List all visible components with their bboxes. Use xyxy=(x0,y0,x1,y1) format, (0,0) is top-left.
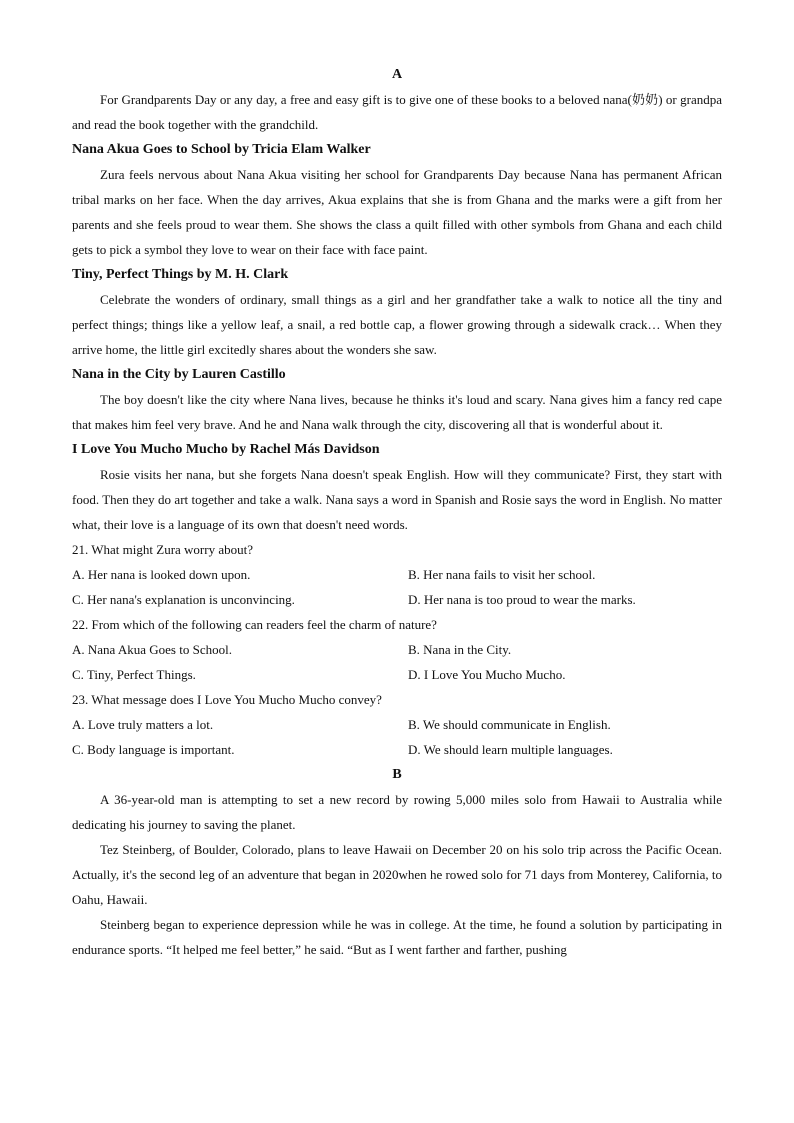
question-22-options xyxy=(72,637,722,687)
option-c: C. Body language is important. xyxy=(72,742,235,757)
section-b-heading: B xyxy=(392,767,402,782)
book-title: Nana in the City by Lauren Castillo xyxy=(72,367,286,382)
exam-page xyxy=(72,62,722,962)
option-b: B. Her nana fails to visit her school. xyxy=(408,567,596,582)
question-23-options xyxy=(72,712,722,762)
option-b: B. We should communicate in English. xyxy=(408,717,611,732)
section-a-intro: For Grandparents Day or any day, a free and easy gift is to give one of these books to a beloved nana(奶奶) or grandpa and read the book together with the grandchild. xyxy=(72,92,722,132)
book-description: Rosie visits her nana, but she forgets Nana doesn't speak English. How will they communicate? First, they start with food. Then they do art together and take a walk. Nana says a word in Spanish and Rosie says the word in English. No matter what, their love is a language of its own that doesn't need words. xyxy=(72,467,722,532)
section-a-heading: A xyxy=(391,67,403,82)
option-a: A. Her nana is looked down upon. xyxy=(72,567,251,582)
book-description: The boy doesn't like the city where Nana lives, because he thinks it's loud and scary. Nana gives him a fancy red cape that makes him feel very brave. And he and Nana walk through the city, discovering all that is wonderful about it. xyxy=(72,392,722,432)
book-description: Celebrate the wonders of ordinary, small things as a girl and her grandfather take a walk to notice all the tiny and perfect things; things like a yellow leaf, a snail, a red bottle cap, a flower growing through a sidewalk crack… When they arrive home, the little girl excitedly shares about the wonders she saw. xyxy=(72,292,722,357)
option-c: C. Tiny, Perfect Things. xyxy=(72,667,196,682)
option-b: B. Nana in the City. xyxy=(408,642,512,657)
book-title: Nana Akua Goes to School by Tricia Elam Walker xyxy=(72,142,371,157)
book-description: Zura feels nervous about Nana Akua visiting her school for Grandparents Day because Nana has permanent African tribal marks on her face. When the day arrives, Akua explains that she is from Ghana and the marks were a gift from her parents and she feels proud to wear them. She shows the class a quilt filled with other symbols from Ghana and each child gets to pick a symbol they love to wear on their face with face paint. xyxy=(72,167,722,257)
option-a: A. Nana Akua Goes to School. xyxy=(72,642,232,657)
passage-paragraph: Tez Steinberg, of Boulder, Colorado, plans to leave Hawaii on December 20 on his solo trip across the Pacific Ocean. Actually, it's the second leg of an adventure that began in 2020when he rowed solo for 71 days from Monterey, California, to Oahu, Hawaii. xyxy=(72,842,722,907)
book-title: I Love You Mucho Mucho by Rachel Más Davidson xyxy=(72,442,380,457)
question-21-stem: 21. What might Zura worry about? xyxy=(72,542,253,557)
option-c: C. Her nana's explanation is unconvincing. xyxy=(72,592,295,607)
question-21-options xyxy=(72,562,722,612)
option-d: D. Her nana is too proud to wear the marks. xyxy=(408,592,636,607)
question-23-stem: 23. What message does I Love You Mucho Mucho convey? xyxy=(72,692,382,707)
passage-paragraph: A 36-year-old man is attempting to set a new record by rowing 5,000 miles solo from Hawaii to Australia while dedicating his journey to saving the planet. xyxy=(72,792,722,832)
option-d: D. We should learn multiple languages. xyxy=(408,742,613,757)
book-title: Tiny, Perfect Things by M. H. Clark xyxy=(72,267,289,282)
option-d: D. I Love You Mucho Mucho. xyxy=(408,667,566,682)
question-22-stem: 22. From which of the following can readers feel the charm of nature? xyxy=(72,617,437,632)
option-a: A. Love truly matters a lot. xyxy=(72,717,214,732)
passage-paragraph: Steinberg began to experience depression while he was in college. At the time, he found a solution by participating in endurance sports. “It helped me feel better,” he said. “But as I went farther and farther, pushing xyxy=(72,917,722,957)
